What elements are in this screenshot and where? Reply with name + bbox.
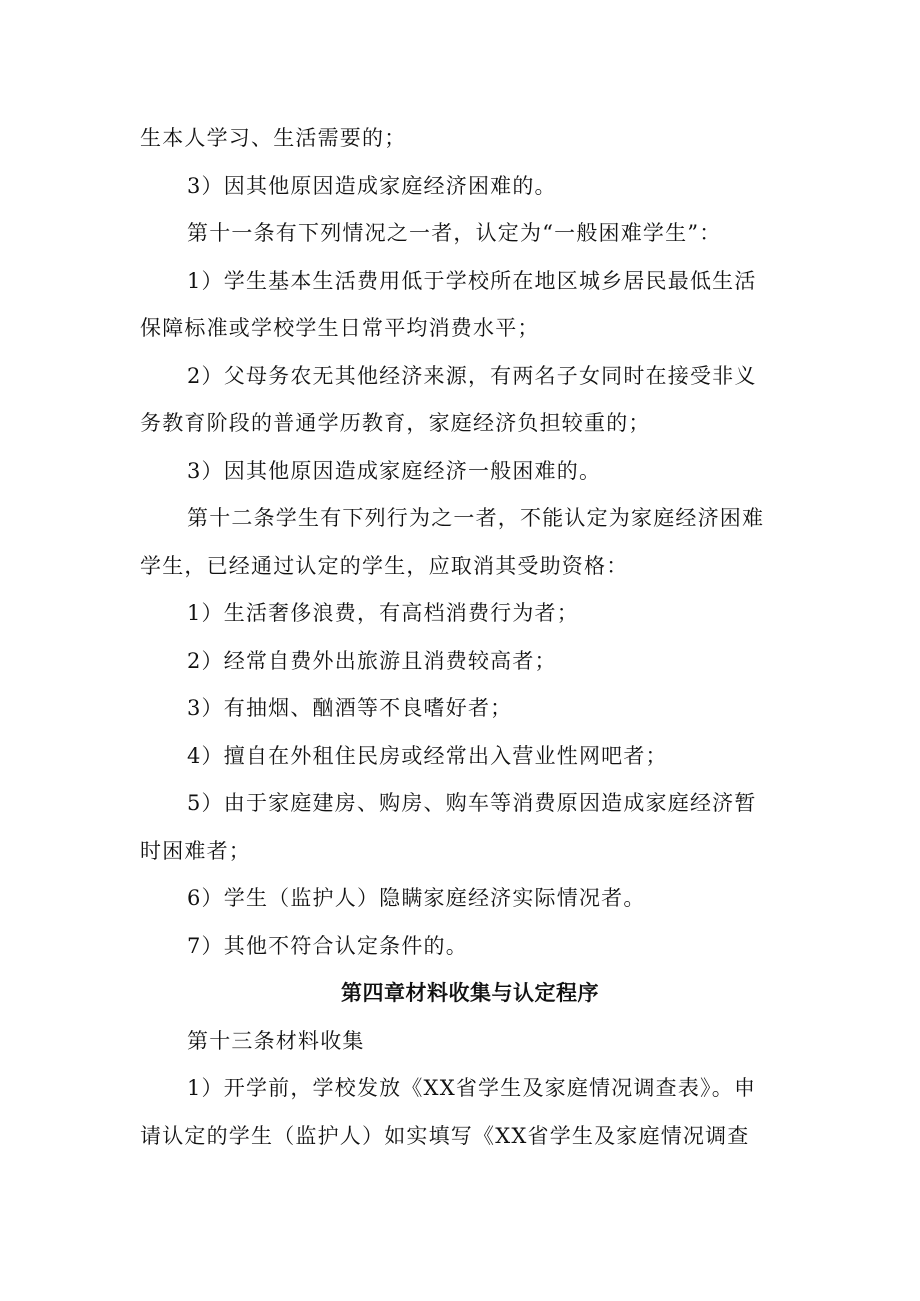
list-item: 7）其他不符合认定条件的。 — [187, 933, 468, 958]
paragraph-line: 学生，已经通过认定的学生，应取消其受助资格： — [140, 553, 629, 578]
list-item: 3）有抽烟、酗酒等不良嗜好者； — [187, 696, 513, 720]
article-eleven: 第十一条有下列情况之一者，认定为“一般困难学生”： — [187, 221, 722, 245]
paragraph-line: 生本人学习、生活需要的； — [140, 126, 407, 150]
list-item: 5）由于家庭建房、购房、购车等消费原因造成家庭经济暂 — [187, 791, 757, 815]
document-page — [140, 115, 780, 1160]
article-thirteen: 第十三条材料收集 — [187, 1028, 365, 1053]
paragraph-line: 时困难者； — [140, 838, 251, 863]
list-item: 3）因其他原因造成家庭经济一般困难的。 — [187, 458, 602, 483]
list-item: 6）学生（监护人）隐瞒家庭经济实际情况者。 — [187, 886, 646, 910]
list-item: 2）父母务农无其他经济来源，有两名子女同时在接受非义 — [187, 363, 757, 388]
paragraph-line: 请认定的学生（监护人）如实填写《XX省学生及家庭情况调查 — [140, 1123, 750, 1148]
paragraph-line: 保障标准或学校学生日常平均消费水平； — [140, 316, 540, 340]
article-twelve: 第十二条学生有下列行为之一者，不能认定为家庭经济困难 — [187, 506, 765, 530]
list-item: 1）开学前，学校发放《XX省学生及家庭情况调查表》。申 — [187, 1076, 757, 1100]
list-item: 2）经常自费外出旅游且消费较高者； — [187, 648, 557, 673]
list-item: 4）擅自在外租住民房或经常出入营业性网吧者； — [187, 743, 668, 768]
list-item: 1）学生基本生活费用低于学校所在地区城乡居民最低生活 — [187, 268, 757, 293]
list-item: 1）生活奢侈浪费，有高档消费行为者； — [187, 601, 579, 625]
paragraph-line: 务教育阶段的普通学历教育，家庭经济负担较重的； — [140, 411, 651, 435]
chapter-heading: 第四章材料收集与认定程序 — [341, 981, 599, 1005]
list-item: 3）因其他原因造成家庭经济困难的。 — [187, 173, 557, 198]
